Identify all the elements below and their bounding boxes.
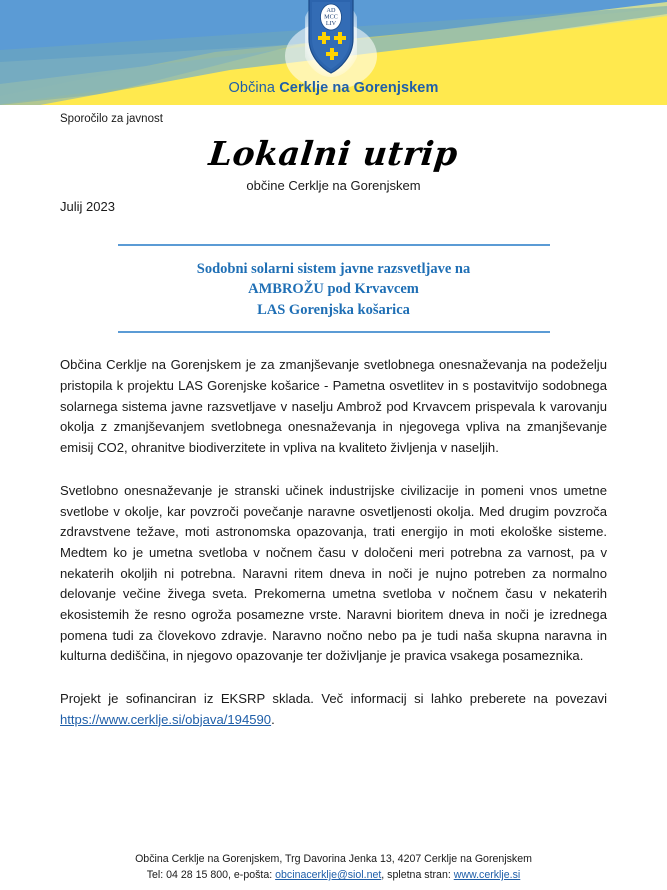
banner-org-prefix: Občina <box>228 80 280 96</box>
article-paragraph-1: Občina Cerklje na Gorenjskem je za zmanjševanje svetlobnega onesnaževanja na podeželju pristopila k projektu LAS Gorenjske košarice - Pametna osvetlitev in s postavitvijo sodobnega solarnega sistema javne razsvetljave v naselju Ambrož pod Krvavcem prispevala k varovanju okolja z zmanjševanjem svetlobnega onesnaževanja in njegovega vpliva na zmanjševanje emisij CO2, ohranitve biodiverzitete in vpliva na kvaliteto življenja v naseljih. <box>60 357 607 456</box>
project-info-link[interactable]: https://www.cerklje.si/objava/194590 <box>60 711 272 727</box>
article-paragraph-3 <box>60 689 607 730</box>
footer-website-label: , spletna stran: <box>381 869 454 882</box>
masthead-subtitle: občine Cerklje na Gorenjskem <box>246 177 421 193</box>
paragraph-3-text-before-link: Projekt je sofinanciran iz EKSRP sklada. Več informacij si lahko preberete na povezavi <box>60 691 607 706</box>
masthead-title: Lokalni utrip <box>207 134 461 173</box>
document-body <box>0 113 667 730</box>
masthead <box>60 134 607 193</box>
headline-line-1: Sodobni solarni sistem javne razsvetljave na <box>196 260 471 277</box>
headline-line-3: LAS Gorenjska košarica <box>257 301 410 318</box>
article-headline <box>118 246 550 332</box>
headline-block <box>118 244 550 334</box>
footer-website-link[interactable]: www.cerklje.si <box>453 869 521 882</box>
municipality-crest-icon <box>305 0 357 77</box>
footer-contact-line <box>0 868 667 884</box>
paragraph-3-text-after-link: . <box>271 711 275 727</box>
crest-inscription-line2: MCC <box>324 13 338 21</box>
press-release-kicker: Sporočilo za javnost <box>60 113 163 125</box>
article-body <box>60 355 607 730</box>
headline-line-2: AMBROŽU pod Krvavcem <box>248 281 419 298</box>
banner-org-name: Cerklje na Gorenjskem <box>279 80 439 96</box>
crest-inscription-line3: LIV <box>325 20 337 27</box>
banner-organisation-title <box>0 80 667 96</box>
article-paragraph-2: Svetlobno onesnaževanje je stranski učinek industrijske civilizacije in pomeni vnos umetne svetlobe v okolje, kar povzroči povečanje naravne osvetljenosti okolja. Med drugim povzroča zdravstvene težave, moti astronomska opazovanja, trati energijo in moti ekološke sisteme. Medtem ko je umetna svetloba v nočnem času v določeni meri potrebna za varnost, pa v nekaterih okoljih ni potrebna. Naravni ritem dneva in noči je nujno potreben za normalno delovanje večine živega sveta. Prekomerna umetna svetloba v nočnem času v nekaterih ekosistemih že resno ogroža posamezne vrste. Naravni bioritem dneva in noči je izrednega pomena tudi za človekovo zdravje. Naravno nočno nebo pa je tudi naša skupna naravna in kulturna dediščina, in njegovo opazovanje ter doživljanje je pravica vsakega posameznika. <box>60 482 607 664</box>
issue-date: Julij 2023 <box>60 198 115 214</box>
footer-email-link[interactable]: obcinacerklje@siol.net <box>275 869 382 882</box>
footer-phone-label: Tel: 04 28 15 800, e-pošta: <box>146 869 276 882</box>
footer-address-line: Občina Cerklje na Gorenjskem, Trg Davorina Jenka 13, 4207 Cerklje na Gorenjskem <box>135 853 532 866</box>
crest-inscription-line1: AD <box>326 7 336 14</box>
page-footer <box>0 852 667 884</box>
crest-shield-svg <box>305 0 357 77</box>
page-header-banner <box>0 0 667 105</box>
headline-rule-bottom <box>118 331 550 333</box>
